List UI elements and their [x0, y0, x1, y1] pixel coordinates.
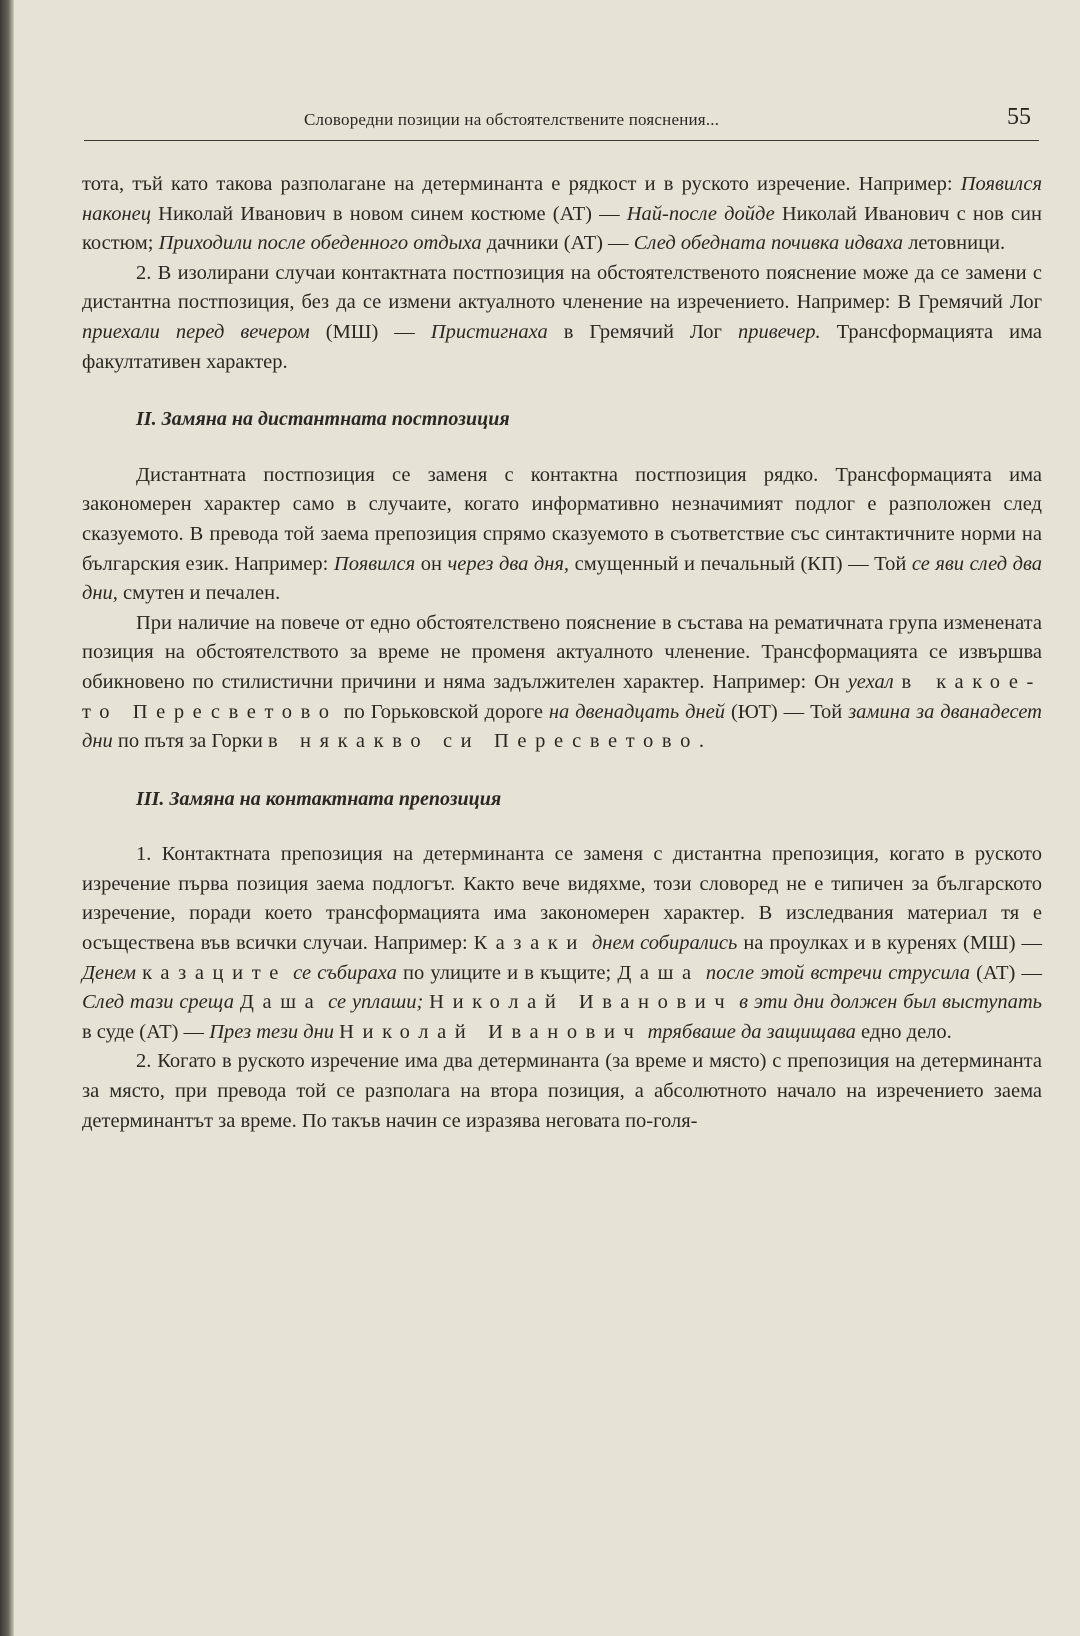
italic-example: След обедната почивка идваха: [633, 232, 904, 255]
text-run: летовници.: [903, 232, 1006, 255]
spaced-example: Николай Иванович: [429, 991, 734, 1014]
text-run: При наличие на повече от едно обстоятелствено пояснение в състава на рематичната група изменената позиция на обстоятелството за време не променя актуалното членение. Трансформацията се извършва обикновено по стилистични причини и няма задължителен характер. Например: Он: [82, 611, 1042, 693]
text-run: Николай Иванович в новом синем костюме (АТ) —: [151, 202, 627, 225]
running-title: Словоредни позиции на обстоятелствените пояснения...: [304, 110, 720, 129]
paragraph-5: [82, 840, 1042, 1047]
text-run: он: [415, 552, 448, 575]
italic-example: замина за дванадесет дни: [82, 700, 1042, 753]
text-run: (ЮТ) — Той: [725, 700, 849, 723]
spaced-example: Даша: [239, 991, 323, 1014]
italic-example: на двенадцать дней: [548, 700, 726, 723]
italic-example: приехали перед вечером: [82, 320, 310, 343]
text-run: едно дело.: [855, 1020, 952, 1043]
text-run: 1. Контактната препозиция на детерминанта се заменя с дистантна препозиция, когато в руското изречение първа позиция заема подлогът. Както вече видяхме, този словоред не е типичен за българското изречение, поради което трансформацията има закономерен характер. В изследвания материал тя е осъществена във всички случаи. Например:: [82, 843, 1042, 955]
spaced-example: Даша: [617, 961, 700, 984]
italic-example: Най-после дойде: [626, 202, 775, 225]
italic-example: в эти дни должен был выступать: [739, 991, 1043, 1014]
book-page: [60, 0, 1060, 1636]
spaced-example: Николай Иванович: [339, 1020, 643, 1043]
text-run: тота, тъй като такова разполагане на детерминанта е рядкост и в руското изречение. Например:: [82, 173, 961, 195]
paragraph-2: [82, 259, 1042, 377]
text-run: Николай Иванович с нов син костюм;: [82, 202, 1042, 255]
italic-example: През тези дни: [209, 1020, 334, 1043]
text-run: в Гремячий Лог: [547, 320, 738, 343]
text-run: смущенный и печальный (КП) — Той: [569, 552, 912, 575]
text-run: по Горьковской дороге: [337, 700, 549, 723]
running-header: [84, 104, 1039, 141]
spaced-example: в някакво си Пересветово.: [268, 730, 713, 753]
italic-example: Появился наконец: [82, 173, 1042, 225]
text-run: дачники (АТ) —: [481, 232, 634, 255]
text-run: в суде (АТ) —: [82, 1020, 210, 1043]
text-run: Дистантната постпозиция се заменя с контактна постпозиция рядко. Трансформацията има закономерен характер само в случаите, когато информативно незначимият подлог е разположен след сказуемото. В превода той заема препозиция спрямо сказуемото в съответствие със синтактичните норми на българския език. Например:: [82, 463, 1042, 575]
spaced-example: казаците: [142, 961, 287, 984]
section-heading-iii: III. Замяна на контактната препозиция: [136, 787, 502, 810]
paragraph-3: [82, 461, 1042, 609]
text-run: Трансформацията има факултативен характер.: [82, 320, 1043, 373]
italic-example: Пристигнаха: [430, 320, 548, 343]
italic-example: Появился: [333, 552, 416, 575]
book-spine-shadow: [0, 0, 14, 1636]
paragraph-1: [82, 170, 1042, 259]
italic-example: Денем: [82, 961, 136, 984]
italic-example: Приходили после обеденного отдыха: [158, 232, 482, 255]
italic-example: после этой встречи струсила: [705, 961, 971, 984]
italic-example: днем собирались: [591, 932, 738, 955]
italic-example: След тази среща: [82, 991, 235, 1014]
text-run: 2. В изолирани случаи контактната постпозиция на обстоятелственото пояснение може да се замени с дистантна постпозиция, без да се измени актуалното членение на изречението. Например: В Гремячий Лог: [82, 261, 1042, 314]
paragraph-4: [82, 609, 1042, 757]
text-run: 2. Когато в руското изречение има два детерминанта (за време и място) с препозиция на детерминанта за място, при превода той се разполага на втора позиция, а абсолютното начало на изречението заема детерминантът за време. По такъв начин се изразява неговата по-голя-: [82, 1050, 1042, 1132]
italic-example: уехал: [847, 670, 894, 693]
text-run: (МШ) —: [309, 320, 431, 343]
spaced-example: в какое-то Пересветово: [82, 670, 1042, 723]
text-run: смутен и печален.: [117, 582, 281, 605]
italic-example: се яви след два дни,: [82, 552, 1042, 605]
text-run: на проулках и в куренях (МШ) —: [737, 932, 1043, 955]
page-number: 55: [1007, 104, 1031, 130]
italic-example: привечер.: [737, 320, 821, 343]
text-run: по улиците и в къщите;: [396, 961, 618, 984]
italic-example: се събираха: [293, 961, 397, 984]
body-text: [82, 170, 1042, 1136]
section-heading-ii: II. Замяна на дистантната постпозиция: [136, 408, 510, 431]
italic-example: се уплаши;: [328, 991, 424, 1014]
text-run: (АТ) —: [970, 961, 1043, 984]
spaced-example: Казаки: [473, 932, 586, 955]
text-run: по пътя за Горки: [112, 730, 269, 753]
italic-example: через два дня,: [447, 552, 570, 575]
paragraph-6: [82, 1047, 1042, 1136]
italic-example: трябваше да защищава: [647, 1020, 856, 1043]
